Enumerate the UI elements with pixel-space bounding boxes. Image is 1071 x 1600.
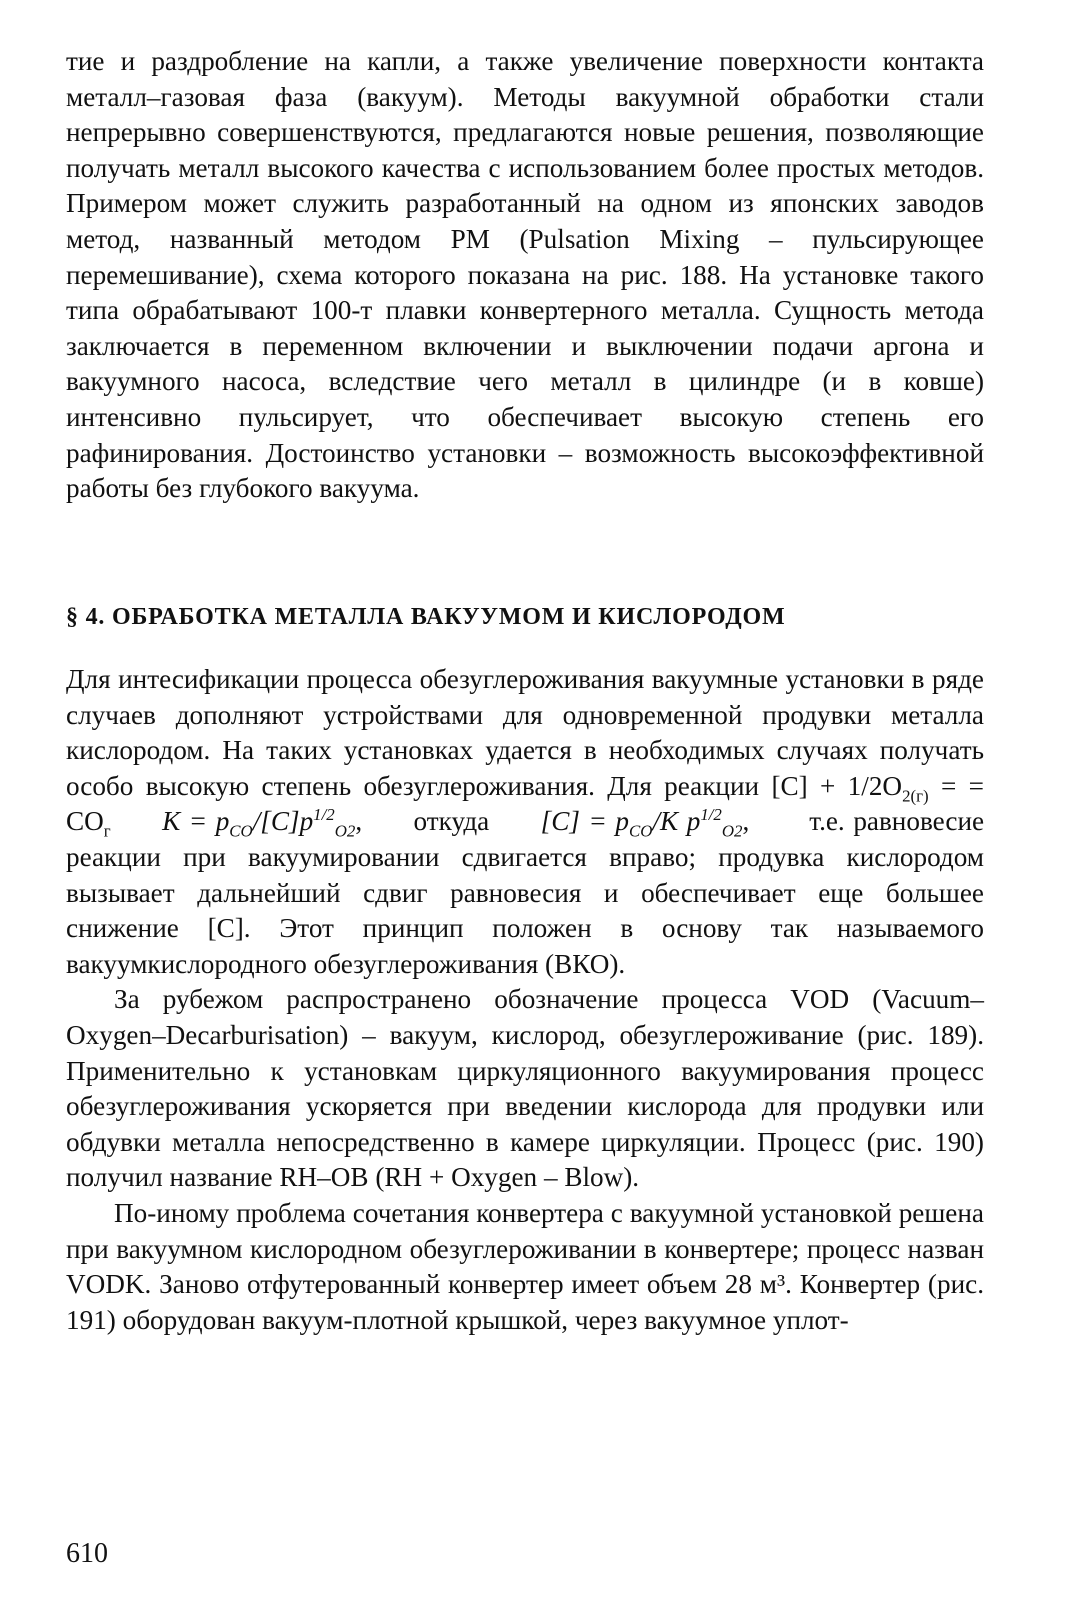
page-number: 610 — [66, 1538, 108, 1569]
text-block-main — [66, 662, 984, 1338]
reaction-formula: $[C] + 1/2O_{2(г)}$ = — [771, 770, 969, 806]
paragraph-vodk: По-иному проблема сочетания конвертера с вакуумной установкой решена при вакуумном кислородном обезуглероживании в конвертере; процесс назван VODK. Заново отфутерованный конвертер имеет объем 28 м³. Конвертер (рис. 191) оборудован вакуум-плотной крышкой, через вакуумное уплот- — [66, 1197, 984, 1335]
ie-abbreviation: т.е. — [809, 806, 845, 837]
equilibrium-constant-formula: $K = p_{CO}/[C]p^{1/2}_{O2}$ — [162, 805, 356, 841]
section-heading: § 4. ОБРАБОТКА МЕТАЛЛА ВАКУУМОМ И КИСЛОРОДОМ — [66, 604, 786, 630]
carbon-concentration-formula: $[C] = p_{CO}/K$ $p^{1/2}_{O2}$ — [540, 805, 743, 841]
whence-word: откуда — [413, 806, 490, 837]
paragraph-pm-method: тие и раздробление на капли, а также увеличение поверхности контакта металл–газовая фаза (вакуум). Методы вакуумной обработки стали непрерывно совершенствуются, предлагаются новые решения, позволяющие получать металл высокого качества с использованием более простых методов. Примером может служить разработанный на одном из японских заводов метод, названный методом PM (Pulsation Mixing – пульсирующее перемешивание), схема которого показана на рис. 188. На установке такого типа обрабатывают 100-т плавки конвертерного металла. Сущность метода заключается в переменном включении и выключении подачи аргона и вакуумного насоса, вследствие чего металл в цилиндре (и в ковше) интенсивно пульсирует, что обеспечивает высокую степень его рафинирования. Достоинство установки – возможность высокоэффективной работы без глубокого вакуума. — [66, 46, 984, 504]
paragraph-vod: За рубежом распространено обозначение процесса VOD (Vacuum–Oxygen–Decarburisation) – вакуум, кислород, обезуглероживание (рис. 189). Применительно к установкам циркуляционного вакуумирования процесс обезуглероживания ускоряется при введении кислорода для продувки или обдувки металла непосредственно в камере циркуляции. Процесс (рис. 190) получил название RH–OB (RH + Oxygen – Blow). — [66, 984, 984, 1193]
paragraph-equilibrium-text: равновесие реакции при вакуумировании сдвигается вправо; продувка кислородом вызывает дальнейший сдвиг равновесия и обеспечивает еще большее снижение [C]. Этот принцип положен в основу так называемого вакуумкислородного обезуглероживания (ВКО). — [66, 806, 985, 979]
paragraph-intensification: Для интесификации процесса обезуглероживания вакуумные установки в ряде случаев дополняют устройствами для одновременной продувки металла кислородом. На таких установках удается в необходимых случаях получать особо высокую степень обезуглероживания. Для реакции $[C] + 1/2O_{2(г)}$ = = $CO_г$ $K = p_{CO}/[C]p^{1/2}_{O2}$, откуда $[C] = p_{CO}/K$ $p^{1/2}_{O2}$, т.е. равновесие реакции при вакуумировании сдвигается вправо; продувка кислородом вызывает дальнейший сдвиг равновесия и обеспечивает еще большее снижение [C]. Этот принцип положен в основу так называемого вакуумкислородного обезуглероживания (ВКО). — [66, 664, 985, 979]
text-block-top — [66, 44, 984, 507]
paragraph-intensification-text: Для интесификации процесса обезуглероживания вакуумные установки в ряде случаев дополняют устройствами для одновременной продувки металла кислородом. На таких установках удается в необходимых случаях получать особо высокую степень обезуглероживания. Для реакции — [66, 664, 984, 801]
reaction-rhs: = $CO_г$ — [66, 770, 984, 841]
